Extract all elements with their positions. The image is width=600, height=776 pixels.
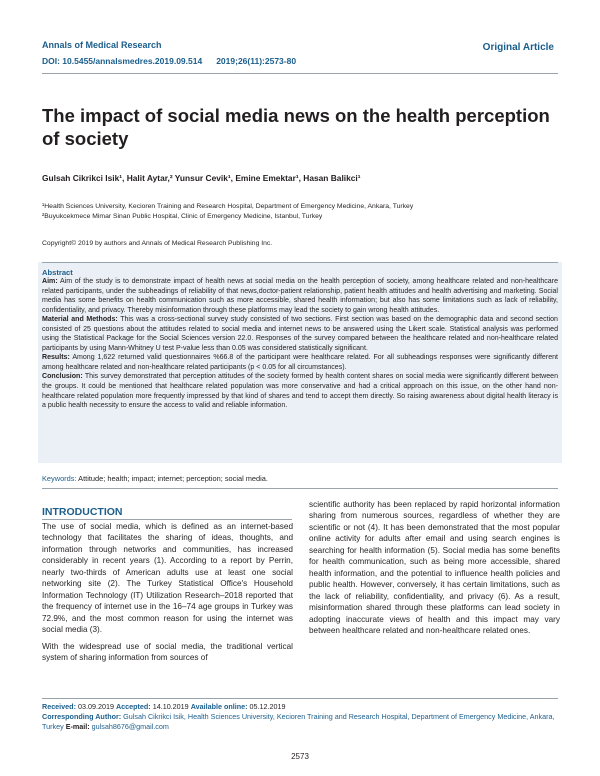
- citation: 2019;26(11):2573-80: [216, 56, 297, 66]
- available-label: Available online:: [190, 702, 248, 711]
- abstract-results: [42, 353, 558, 372]
- keywords-divider: [42, 488, 558, 489]
- header-divider: [42, 73, 558, 74]
- body-column-right: [309, 499, 560, 636]
- intro-paragraph-2: With the widespread use of social media, the traditional vertical system of sharing information from sources of: [42, 641, 293, 662]
- abstract-aim: [42, 277, 558, 315]
- keywords-text: Attitude; health; impact; internet; perception; social media.: [76, 474, 268, 483]
- article-title: The impact of social media news on the health perception of society: [42, 105, 550, 149]
- intro-paragraph-1: The use of social media, which is defined as an internet-based technology that facilitates the sharing of ideas, thoughts, and information through networks and communities, has increased considerably in recent years (1). According to a report by Perrin, nearly two-thirds of American adults use at least one social networking site (2). The Turkey Statistical Office's Household Information Technology (IT) Utilization Research–2018 reported that the frequency of internet use in the 16–74 age groups in Turkey was 72.9%, and the most common reason for using the internet was social media (3).: [42, 522, 293, 635]
- affiliations: [42, 202, 413, 222]
- dates-line: [42, 702, 562, 712]
- conclusion-label: Conclusion:: [42, 373, 83, 381]
- affiliation-1: ¹Health Sciences University, Kecioren Training and Research Hospital, Department of Emergency Medicine, Ankara, Turkey: [42, 203, 414, 210]
- results-text: Among 1,622 returned valid questionnaires %66.8 of the participant were healthcare related. For all subheadings responses were significantly different among healthcare related and non-healthcare related participants (p < 0.05 for all circumstances).: [42, 354, 558, 371]
- email-link[interactable]: gulsah8676@gmail.com: [89, 721, 169, 731]
- keywords-label: Keywords:: [42, 474, 77, 483]
- abstract-text: [42, 277, 558, 411]
- corresponding-author: [42, 712, 562, 732]
- corr-text: Gulsah Cikrikci Isik, Health Sciences University, Kecioren Training and Research Hospital, Department of Emergency Medicine, Ankara, Turkey: [42, 711, 555, 731]
- intro-paragraph-3: scientific authority has been replaced by rapid horizontal information sharing from numerous sources, regardless of whether they are scientific or not (4). It has been demonstrated that the most popular online activity for adults after email and using search engines is searching for health information (5). Social media has some benefits for health communication, such as being more accessible, shared health information, and the potential to influence health policies and public health. However, conversely, it has certain limitations, such as the lack of reliability, confidentiality, and privacy (6). As a result, misinformation shared through these platforms can lead society in adopting inaccurate views of health and this impact may vary between healthcare related and non-healthcare related ones.: [309, 500, 560, 635]
- journal-name: Annals of Medical Research: [42, 40, 162, 50]
- footer-divider: [42, 698, 558, 699]
- keywords: [42, 474, 268, 483]
- conclusion-text: This survey demonstrated that perception attitudes of the society formed by health content shares on social media were significantly different between the groups. It could be mentioned that healthcare related population was more conservative and had a critical approach on this issue, on the other hand non-healthcare related population more frequently impressed by that kind of shares and tend to accept them directly. So raising awareness about digital health literacy is a public health necessity to ensure the access to valid and reliable information.: [42, 373, 558, 410]
- affiliation-2: ²Buyukcekmece Mimar Sinan Public Hospital, Clinic of Emergency Medicine, Istanbul, Turkey: [42, 213, 323, 220]
- accepted-date: 14.10.2019: [150, 702, 189, 711]
- methods-label: Material and Methods:: [42, 316, 118, 324]
- abstract-heading: Abstract: [42, 268, 73, 277]
- body-column-left: [42, 521, 293, 663]
- aim-text: Aim of the study is to demonstrate impact of health news at social media on the health perception of society, among healthcare related and non-healthcare related participants, under the subheadings of reliability of that news,doctor-patient relationship, patient health attitudes and health advertising and marketing. Social media has some benefits on health communication such as more accessible, shared health information; but also has some limitations such as lack of reliability, confidentiality, and privacy. Thereby misinformation through these platforms may lead the society to gain wrong health attitudes.: [42, 278, 558, 314]
- page-number: 2573: [291, 752, 309, 761]
- article-type: Original Article: [482, 42, 554, 53]
- abstract-conclusion: [42, 372, 558, 410]
- authors: Gulsah Cikrikci Isik¹, Halit Aytar,² Yunsur Cevik¹, Emine Emektar¹, Hasan Balikci¹: [42, 173, 361, 183]
- doi-line: [42, 56, 296, 66]
- methods-text: This was a cross-sectional survey study consisted of two sections. First section was based on the demographic data and second section consisted of 25 questions about the attitudes related to social media and internet news to be answered using the Likert scale. Statistical analysis was performed using the Statistical Package for the Social Sciences version 22.0. Responses of the survey compared between the healthcare related and non-healthcare related participants by using Mann-Whitney U test P-value less than 0.05 was considered statistically significant.: [42, 316, 558, 352]
- email-label: E-mail:: [65, 721, 90, 731]
- article-footer: [42, 702, 562, 731]
- introduction-heading: INTRODUCTION: [42, 506, 123, 518]
- introduction-rule: [42, 519, 292, 520]
- aim-label: Aim:: [42, 278, 58, 285]
- accepted-label: Accepted:: [115, 702, 151, 711]
- available-date: 05.12.2019: [247, 702, 286, 711]
- received-label: Received:: [42, 702, 76, 711]
- results-label: Results:: [42, 354, 70, 362]
- abstract-box: [38, 262, 562, 463]
- received-date: 03.09.2019: [75, 702, 114, 711]
- doi-link[interactable]: DOI: 10.5455/annalsmedres.2019.09.514: [42, 56, 203, 66]
- copyright: Copyright© 2019 by authors and Annals of Medical Research Publishing Inc.: [42, 240, 273, 247]
- corr-label: Corresponding Author:: [42, 711, 122, 721]
- abstract-methods: [42, 315, 558, 353]
- abstract-top-rule: [42, 262, 558, 263]
